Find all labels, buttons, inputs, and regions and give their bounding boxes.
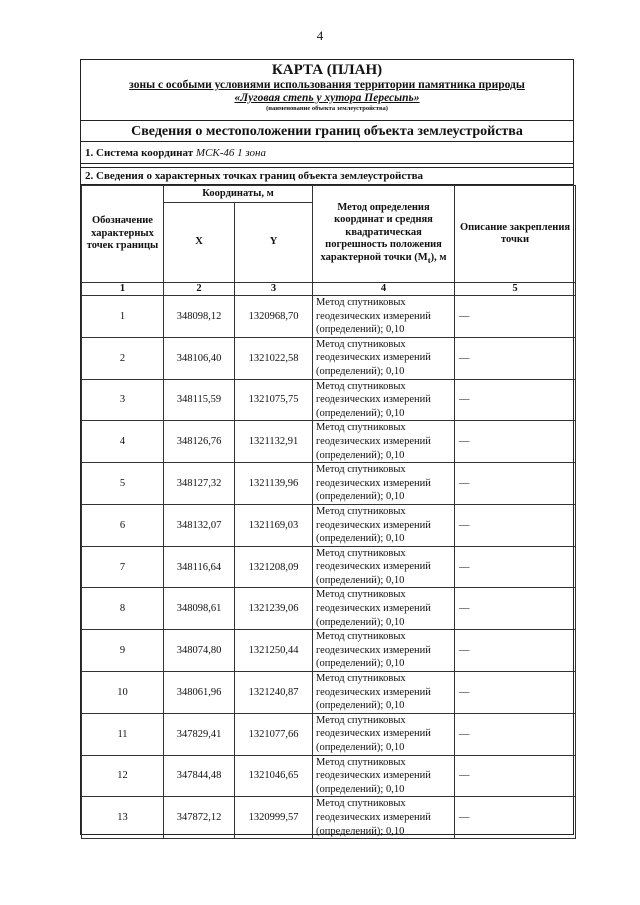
method-cell: Метод спутниковых геодезических измерений (определений); 0,10 xyxy=(313,672,455,714)
points-table xyxy=(81,185,576,839)
description-cell: — xyxy=(455,588,576,630)
y-coordinate: 1321132,91 xyxy=(235,421,313,463)
y-coordinate: 1320999,57 xyxy=(235,797,313,839)
method-cell: Метод спутниковых геодезических измерений (определений); 0,10 xyxy=(313,379,455,421)
method-cell: Метод спутниковых геодезических измерений (определений); 0,10 xyxy=(313,337,455,379)
y-coordinate: 1321046,65 xyxy=(235,755,313,797)
point-number: 8 xyxy=(82,588,164,630)
y-coordinate: 1321075,75 xyxy=(235,379,313,421)
x-coordinate: 347844,48 xyxy=(164,755,235,797)
description-cell: — xyxy=(455,797,576,839)
col-x-header: X xyxy=(164,203,235,283)
point-number: 3 xyxy=(82,379,164,421)
description-cell: — xyxy=(455,296,576,338)
table-row xyxy=(82,421,576,463)
col-point-header: Обозначение характерных точек границы xyxy=(82,186,164,283)
x-coordinate: 348132,07 xyxy=(164,504,235,546)
table-row xyxy=(82,713,576,755)
description-cell: — xyxy=(455,713,576,755)
col-number: 1 xyxy=(82,283,164,296)
y-coordinate: 1321208,09 xyxy=(235,546,313,588)
description-cell: — xyxy=(455,546,576,588)
method-cell: Метод спутниковых геодезических измерений (определений); 0,10 xyxy=(313,588,455,630)
object-name: «Луговая степь у хутора Пересыпь» xyxy=(234,92,420,104)
method-cell: Метод спутниковых геодезических измерений (определений); 0,10 xyxy=(313,797,455,839)
method-cell: Метод спутниковых геодезических измерений (определений); 0,10 xyxy=(313,463,455,505)
method-cell: Метод спутниковых геодезических измерений (определений); 0,10 xyxy=(313,713,455,755)
table-row xyxy=(82,379,576,421)
col-number: 2 xyxy=(164,283,235,296)
x-coordinate: 348115,59 xyxy=(164,379,235,421)
point-number: 10 xyxy=(82,672,164,714)
x-coordinate: 348098,61 xyxy=(164,588,235,630)
col-coords-header: Координаты, м xyxy=(164,186,313,203)
description-cell: — xyxy=(455,630,576,672)
coord-system-label: 1. Система координат xyxy=(85,147,194,159)
x-coordinate: 348061,96 xyxy=(164,672,235,714)
table-header-row xyxy=(82,186,576,203)
table-row xyxy=(82,755,576,797)
point-number: 5 xyxy=(82,463,164,505)
document-subtitle: зоны с особыми условиями использования территории памятника природы xyxy=(129,79,525,91)
object-name-note: (наименование объекта землеустройства) xyxy=(266,105,388,112)
point-number: 12 xyxy=(82,755,164,797)
description-cell: — xyxy=(455,463,576,505)
x-coordinate: 348074,80 xyxy=(164,630,235,672)
y-coordinate: 1321169,03 xyxy=(235,504,313,546)
x-coordinate: 348127,32 xyxy=(164,463,235,505)
description-cell: — xyxy=(455,421,576,463)
point-number: 2 xyxy=(82,337,164,379)
point-number: 6 xyxy=(82,504,164,546)
y-coordinate: 1321240,87 xyxy=(235,672,313,714)
col-method-header: Метод определения координат и средняя квадратическая погрешность положения характерной точки $(M_t)$, м xyxy=(313,186,455,283)
y-coordinate: 1321239,06 xyxy=(235,588,313,630)
method-cell: Метод спутниковых геодезических измерений (определений); 0,10 xyxy=(313,296,455,338)
y-coordinate: 1321139,96 xyxy=(235,463,313,505)
document-title: КАРТА (ПЛАН) xyxy=(271,62,383,78)
table-row xyxy=(82,672,576,714)
col-desc-header: Описание закрепления точки xyxy=(455,186,576,283)
table-row xyxy=(82,630,576,672)
table-body xyxy=(82,296,576,839)
y-coordinate: 1321077,66 xyxy=(235,713,313,755)
coord-system-row xyxy=(81,142,573,164)
coord-system-value: МСК-46 1 зона xyxy=(195,147,266,159)
x-coordinate: 347829,41 xyxy=(164,713,235,755)
description-cell: — xyxy=(455,504,576,546)
points-header: 2. Сведения о характерных точках границ объекта землеустройства xyxy=(81,168,573,185)
y-coordinate: 1321250,44 xyxy=(235,630,313,672)
table-row xyxy=(82,504,576,546)
x-coordinate: 348106,40 xyxy=(164,337,235,379)
col-number: 4 xyxy=(313,283,455,296)
point-number: 4 xyxy=(82,421,164,463)
table-row xyxy=(82,337,576,379)
description-cell: — xyxy=(455,379,576,421)
point-number: 9 xyxy=(82,630,164,672)
document-frame xyxy=(80,59,574,835)
section-title: Сведения о местоположении границ объекта землеустройства xyxy=(81,121,573,142)
table-row xyxy=(82,797,576,839)
table-row xyxy=(82,588,576,630)
table-row xyxy=(82,463,576,505)
method-cell: Метод спутниковых геодезических измерений (определений); 0,10 xyxy=(313,755,455,797)
point-number: 7 xyxy=(82,546,164,588)
column-number-row xyxy=(82,283,576,296)
x-coordinate: 347872,12 xyxy=(164,797,235,839)
description-cell: — xyxy=(455,672,576,714)
y-coordinate: 1321022,58 xyxy=(235,337,313,379)
x-coordinate: 348098,12 xyxy=(164,296,235,338)
method-cell: Метод спутниковых геодезических измерений (определений); 0,10 xyxy=(313,421,455,463)
method-cell: Метод спутниковых геодезических измерений (определений); 0,10 xyxy=(313,630,455,672)
table-row xyxy=(82,546,576,588)
x-coordinate: 348126,76 xyxy=(164,421,235,463)
col-number: 3 xyxy=(235,283,313,296)
point-number: 13 xyxy=(82,797,164,839)
col-number: 5 xyxy=(455,283,576,296)
method-cell: Метод спутниковых геодезических измерений (определений); 0,10 xyxy=(313,546,455,588)
page-number: 4 xyxy=(316,28,324,43)
description-cell: — xyxy=(455,755,576,797)
point-number: 11 xyxy=(82,713,164,755)
method-cell: Метод спутниковых геодезических измерений (определений); 0,10 xyxy=(313,504,455,546)
y-coordinate: 1320968,70 xyxy=(235,296,313,338)
x-coordinate: 348116,64 xyxy=(164,546,235,588)
title-block xyxy=(81,60,573,121)
table-row xyxy=(82,296,576,338)
col-y-header: Y xyxy=(235,203,313,283)
description-cell: — xyxy=(455,337,576,379)
point-number: 1 xyxy=(82,296,164,338)
